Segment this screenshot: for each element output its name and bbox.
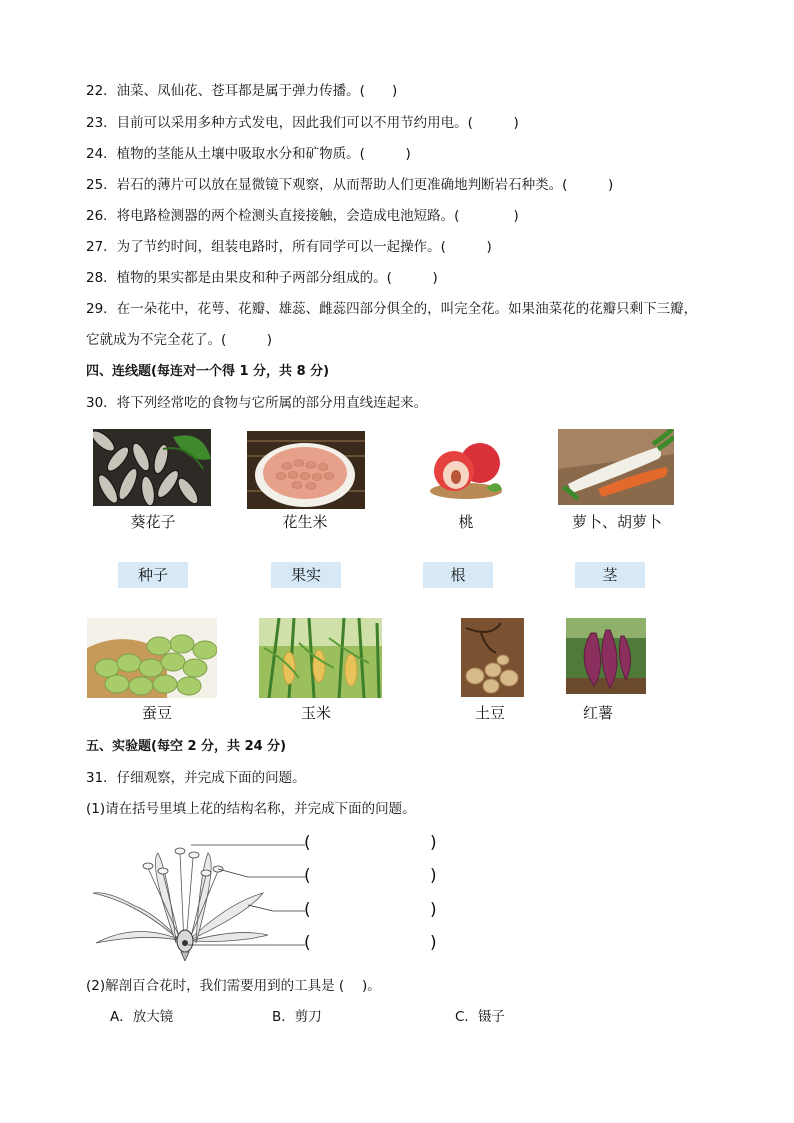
question-31: 31．仔细观察，并完成下面的问题。 — [86, 770, 306, 786]
question-24: 24．植物的茎能从土壤中吸取水分和矿物质。( ) — [86, 146, 411, 162]
blank-close-paren-4: ) — [430, 933, 437, 953]
question-25: 25．岩石的薄片可以放在显微镜下观察，从而帮助人们更准确地判断岩石种类。( ) — [86, 177, 614, 193]
part-box-fruit[interactable]: 果实 — [271, 562, 341, 588]
food-label-peanut: 花生米 — [282, 513, 328, 531]
blank-open-paren-3: ( — [304, 900, 311, 920]
question-29-line2: 它就成为不完全花了。( ) — [86, 332, 273, 348]
blank-open-paren-1: ( — [304, 833, 311, 853]
food-label-radish-carrot: 萝卜、胡萝卜 — [571, 513, 662, 531]
section-4-heading: 四、连线题(每连对一个得 1 分，共 8 分) — [86, 364, 330, 379]
option-a: A．放大镜 — [110, 1009, 174, 1025]
food-label-sunflower-seeds: 葵花子 — [130, 513, 176, 531]
section-5-heading: 五、实验题(每空 2 分，共 24 分) — [86, 739, 287, 754]
question-22: 22．油菜、凤仙花、苍耳都是属于弹力传播。( ) — [86, 83, 398, 99]
question-27: 27．为了节约时间，组装电路时，所有同学可以一起操作。( ) — [86, 239, 492, 255]
question-29-line1: 29．在一朵花中，花萼、花瓣、雄蕊、雌蕊四部分俱全的，叫完全花。如果油菜花的花瓣只剩下三瓣， — [86, 301, 698, 317]
food-label-sweet-potato: 红薯 — [582, 704, 613, 722]
question-23: 23．目前可以采用多种方式发电，因此我们可以不用节约用电。( ) — [86, 115, 519, 131]
blank-open-paren-4: ( — [304, 933, 311, 953]
blank-close-paren-3: ) — [430, 900, 437, 920]
sunflower-seeds-image — [93, 429, 211, 506]
food-label-peach: 桃 — [458, 513, 474, 531]
question-26: 26．将电路检测器的两个检测头直接接触，会造成电池短路。( ) — [86, 208, 519, 224]
option-b: B．剪刀 — [272, 1009, 322, 1025]
question-28: 28．植物的果实都是由果皮和种子两部分组成的。( ) — [86, 270, 438, 286]
sweet-potato-image — [566, 618, 646, 694]
food-label-potato: 土豆 — [474, 704, 505, 722]
part-box-seed[interactable]: 种子 — [118, 562, 188, 588]
question-31-part-1: (1)请在括号里填上花的结构名称，并完成下面的问题。 — [86, 801, 416, 817]
peanut-kernels-image — [247, 431, 365, 509]
lily-flower-diagram — [88, 833, 306, 961]
part-box-stem[interactable]: 茎 — [575, 562, 645, 588]
question-31-part-2: (2)解剖百合花时，我们需要用到的工具是 ( )。 — [86, 978, 381, 994]
radish-carrot-image — [558, 429, 674, 505]
option-c: C．镊子 — [455, 1009, 505, 1025]
broad-beans-image — [87, 618, 217, 698]
question-30: 30．将下列经常吃的食物与它所属的部分用直线连起来。 — [86, 395, 428, 411]
blank-open-paren-2: ( — [304, 866, 311, 886]
food-label-broad-bean: 蚕豆 — [141, 704, 172, 722]
blank-close-paren-1: ) — [430, 833, 437, 853]
corn-image — [259, 618, 382, 698]
blank-close-paren-2: ) — [430, 866, 437, 886]
part-box-root[interactable]: 根 — [423, 562, 493, 588]
food-label-corn: 玉米 — [300, 704, 331, 722]
peach-image — [426, 433, 506, 501]
potato-image — [461, 618, 524, 697]
